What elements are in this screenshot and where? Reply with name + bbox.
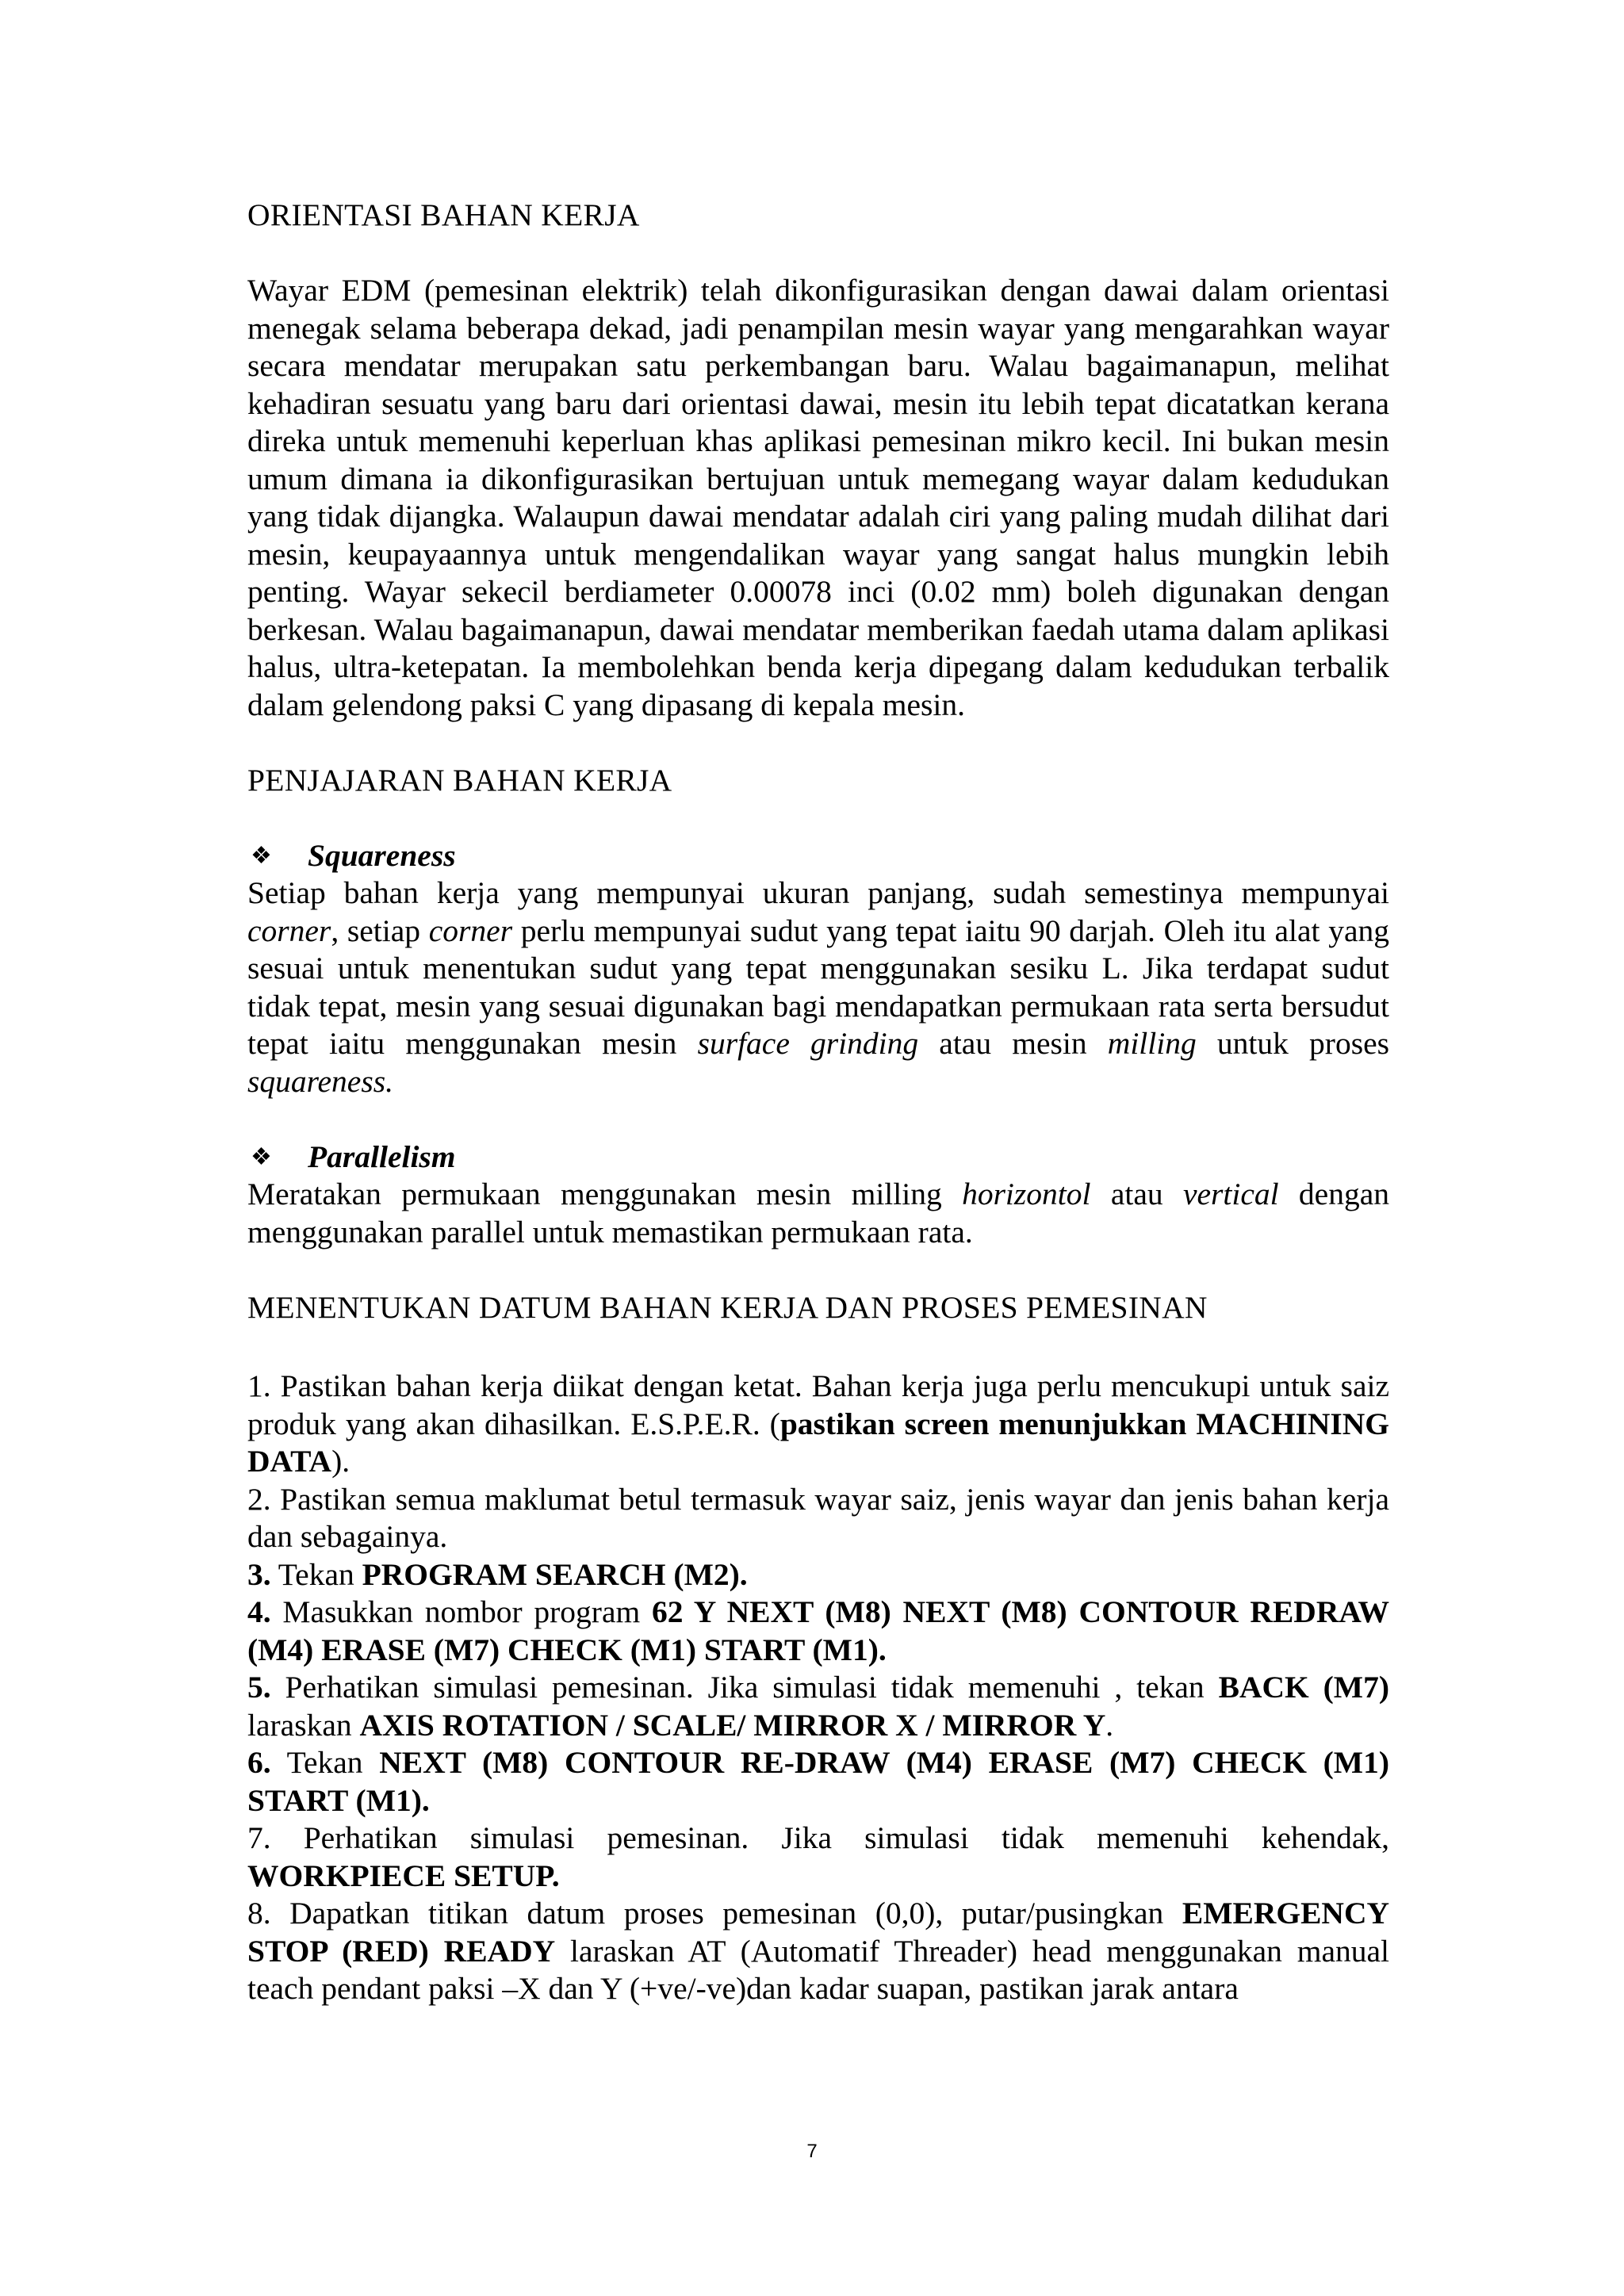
step-7: 7. Perhatikan simulasi pemesinan. Jika simulasi tidak memenuhi kehendak, WORKPIECE SETUP. [247,1820,1389,1893]
bullet-title-parallelism: Parallelism [308,1138,456,1174]
step-4: 4. Masukkan nombor program 62 Y NEXT (M8) NEXT (M8) CONTOUR REDRAW (M4) ERASE (M7) CHECK (M1) START (M1). [247,1594,1390,1667]
paragraph-parallelism: Meratakan permukaan menggunakan mesin milling horizontol atau vertical dengan menggunakan parallel untuk memastikan permukaan rata. [247,1177,1389,1249]
step-3: 3. Tekan PROGRAM SEARCH (M2). [247,1556,748,1592]
section-heading-orientasi: ORIENTASI BAHAN KERJA [247,197,640,232]
document-page [247,197,1389,2008]
paragraph-squareness: Setiap bahan kerja yang mempunyai ukuran panjang, sudah semestinya mempunyai corner, setiap corner perlu mempunyai sudut yang tepat iaitu 90 darjah. Oleh itu alat yang sesuai untuk menentukan sudut yang tepat menggunakan sesiku L. Jika terdapat sudut tidak tepat, mesin yang sesuai digunakan bagi mendapatkan permukaan rata serta bersudut tepat iaitu menggunakan mesin surface grinding atau mesin milling untuk proses squareness. [247,875,1389,1099]
step-5: 5. Perhatikan simulasi pemesinan. Jika simulasi tidak memenuhi , tekan BACK (M7) laraskan AXIS ROTATION / SCALE/ MIRROR X / MIRROR Y. [247,1670,1389,1743]
step-1: 1. Pastikan bahan kerja diikat dengan ketat. Bahan kerja juga perlu mencukupi untuk saiz produk yang akan dihasilkan. E.S.P.E.R. (pastikan screen menunjukkan MACHINING DATA). [247,1368,1389,1479]
bullet-parallelism [247,1138,1389,1177]
section-heading-datum: MENENTUKAN DATUM BAHAN KERJA DAN PROSES PEMESINAN [247,1289,1208,1325]
bullet-title-squareness: Squareness [308,837,456,873]
step-6: 6. Tekan NEXT (M8) CONTOUR RE-DRAW (M4) ERASE (M7) CHECK (M1) START (M1). [247,1745,1389,1818]
page-number: 7 [806,2141,818,2162]
step-8: 8. Dapatkan titikan datum proses pemesinan (0,0), putar/pusingkan EMERGENCY STOP (RED) READY laraskan AT (Automatif Threader) head menggunakan manual teach pendant paksi –X dan Y (+ve/-ve)dan kadar suapan, pastikan jarak antara [247,1896,1389,2006]
section-heading-penjajaran: PENJAJARAN BAHAN KERJA [247,762,672,798]
paragraph-orientasi: Wayar EDM (pemesinan elektrik) telah dikonfigurasikan dengan dawai dalam orientasi menegak selama beberapa dekad, jadi penampilan mesin wayar yang mengarahkan wayar secara mendatar merupakan satu perkembangan baru. Walau bagaimanapun, melihat kehadiran sesuatu yang baru dari orientasi dawai, mesin itu lebih tepat dicatatkan kerana direka untuk memenuhi keperluan khas aplikasi pemesinan mikro kecil. Ini bukan mesin umum dimana ia dikonfigurasikan bertujuan untuk memegang wayar dalam kedudukan yang tidak dijangka. Walaupun dawai mendatar adalah ciri yang paling mudah dilihat dari mesin, keupayaannya untuk mengendalikan wayar yang sangat halus mungkin lebih penting. Wayar sekecil berdiameter 0.00078 inci (0.02 mm) boleh digunakan dengan berkesan. Walau bagaimanapun, dawai mendatar memberikan faedah utama dalam aplikasi halus, ultra-ketepatan. Ia membolehkan benda kerja dipegang dalam kedudukan terbalik dalam gelendong paksi C yang dipasang di kepala mesin. [247,273,1389,722]
bullet-squareness [247,837,1389,875]
step-2: 2. Pastikan semua maklumat betul termasuk wayar saiz, jenis wayar dan jenis bahan kerja dan sebagainya. [247,1481,1389,1554]
diamond-bullet-icon: ❖ [251,1143,272,1170]
diamond-bullet-icon: ❖ [251,842,272,869]
